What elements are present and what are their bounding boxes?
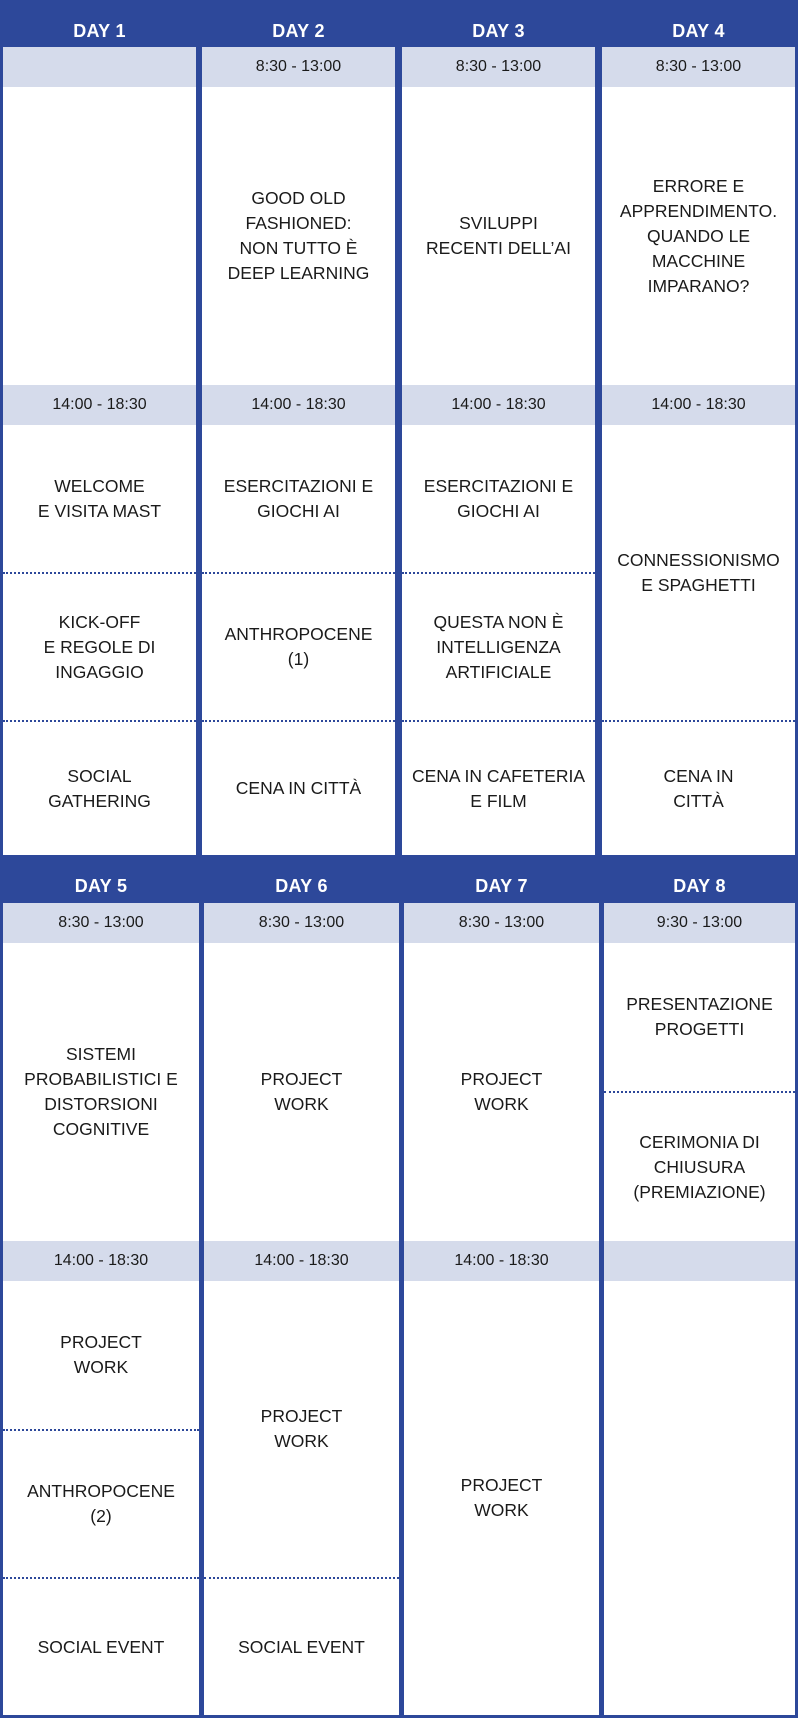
day-5-afternoon-time: 14:00 - 18:30 — [3, 1241, 199, 1281]
day-8-header: DAY 8 — [673, 876, 726, 896]
day-4-morning-time: 8:30 - 13:00 — [602, 47, 795, 87]
day-5-morning-session: SISTEMI PROBABILISTICI E DISTORSIONI COGNITIVE — [3, 943, 199, 1241]
day-1-afternoon-time: 14:00 - 18:30 — [3, 385, 196, 425]
day-5-header: DAY 5 — [74, 876, 128, 896]
day-8-afternoon-session — [604, 1281, 795, 1715]
day-5-morning-time: 8:30 - 13:00 — [3, 903, 199, 943]
day-1-afternoon-session-2: KICK-OFF E REGOLE DI INGAGGIO — [3, 572, 196, 720]
day-3-afternoon-session-2: QUESTA NON È INTELLIGENZA ARTIFICIALE — [402, 572, 595, 720]
day-1-morning-session — [3, 87, 196, 385]
day-1-morning-time — [3, 47, 196, 87]
day-6-morning-time: 8:30 - 13:00 — [204, 903, 399, 943]
day-1-evening-session: SOCIAL GATHERING — [3, 720, 196, 855]
day-2-afternoon-time: 14:00 - 18:30 — [202, 385, 395, 425]
day-8-morning-time: 9:30 - 13:00 — [604, 903, 795, 943]
day-4-afternoon-time: 14:00 - 18:30 — [602, 385, 795, 425]
day-2-morning-session: GOOD OLD FASHIONED: NON TUTTO È DEEP LEARNING — [202, 87, 395, 385]
day-6-morning-session: PROJECT WORK — [204, 943, 399, 1241]
day-3-header: DAY 3 — [472, 21, 525, 41]
day-5-evening-session: SOCIAL EVENT — [3, 1577, 199, 1715]
day-3-afternoon-time: 14:00 - 18:30 — [402, 385, 595, 425]
day-2-header: DAY 2 — [272, 21, 325, 41]
day-3-evening-session: CENA IN CAFETERIA E FILM — [402, 720, 595, 855]
day-2-afternoon-session-1: ESERCITAZIONI E GIOCHI AI — [202, 425, 395, 572]
day-3-afternoon-session-1: ESERCITAZIONI E GIOCHI AI — [402, 425, 595, 572]
day-1-afternoon-session-1: WELCOME E VISITA MAST — [3, 425, 196, 572]
day-7-header: DAY 7 — [475, 876, 528, 896]
day-1-header: DAY 1 — [73, 21, 126, 41]
day-6-evening-session: SOCIAL EVENT — [204, 1577, 399, 1715]
day-4-morning-session: ERRORE E APPRENDIMENTO. QUANDO LE MACCHINE IMPARANO? — [602, 87, 795, 385]
day-2-evening-session: CENA IN CITTÀ — [202, 720, 395, 855]
day-3-morning-time: 8:30 - 13:00 — [402, 47, 595, 87]
day-4-evening-session: CENA IN CITTÀ — [602, 720, 795, 855]
day-2-afternoon-session-2: ANTHROPOCENE (1) — [202, 572, 395, 720]
day-7-afternoon-session-1: PROJECT WORK — [404, 1281, 599, 1715]
week-2-table — [0, 858, 798, 1718]
day-8-morning-session-1: PRESENTAZIONE PROGETTI — [604, 943, 795, 1091]
day-2-morning-time: 8:30 - 13:00 — [202, 47, 395, 87]
day-5-afternoon-session-1: PROJECT WORK — [3, 1281, 199, 1429]
day-7-afternoon-time: 14:00 - 18:30 — [404, 1241, 599, 1281]
day-5-afternoon-session-2: ANTHROPOCENE (2) — [3, 1429, 199, 1577]
week-1-table — [0, 0, 798, 858]
day-8-afternoon-time — [604, 1241, 795, 1281]
day-4-header: DAY 4 — [672, 21, 725, 41]
day-3-morning-session: SVILUPPI RECENTI DELL’AI — [402, 87, 595, 385]
day-6-afternoon-time: 14:00 - 18:30 — [204, 1241, 399, 1281]
day-6-header: DAY 6 — [275, 876, 328, 896]
day-6-afternoon-session-1: PROJECT WORK — [204, 1281, 399, 1577]
day-7-morning-session: PROJECT WORK — [404, 943, 599, 1241]
day-8-morning-session-2: CERIMONIA DI CHIUSURA (PREMIAZIONE) — [604, 1091, 795, 1241]
day-4-afternoon-session-1: CONNESSIONISMO E SPAGHETTI — [602, 425, 795, 720]
day-7-morning-time: 8:30 - 13:00 — [404, 903, 599, 943]
